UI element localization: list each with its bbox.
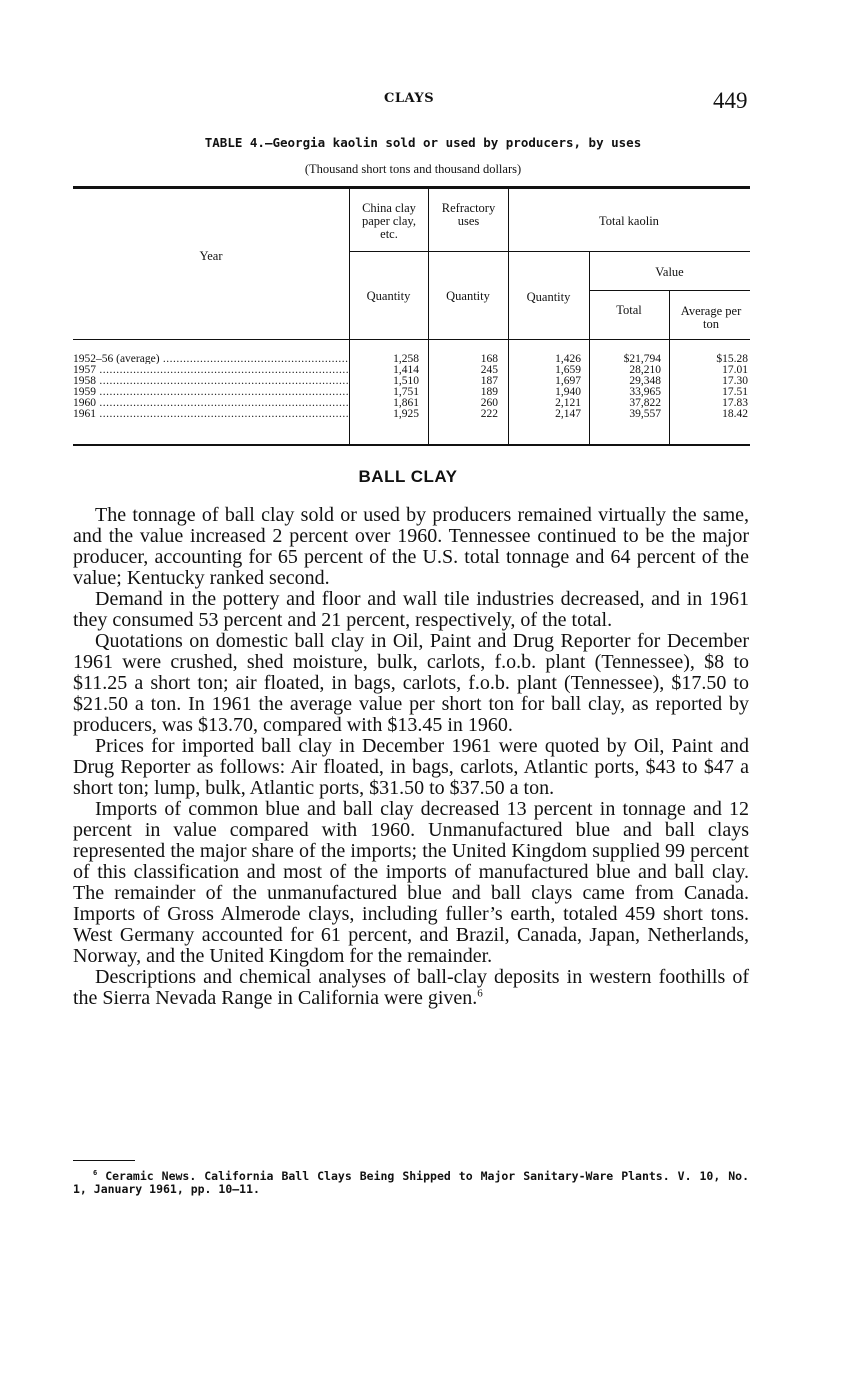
cell-average-per-ton: 17.30 bbox=[722, 375, 748, 387]
cell-china-qty: 1,925 bbox=[393, 408, 419, 420]
row-year: 1952–56 (average) ..... bbox=[73, 354, 349, 364]
header-value: Value bbox=[655, 265, 684, 279]
footnote bbox=[73, 1170, 749, 1196]
footnote-rule bbox=[73, 1160, 135, 1161]
paragraph: Demand in the pottery and floor and wall tile industries decreased, and in 1961 they consumed 53 percent and 21 percent, respectively, of the total. bbox=[73, 588, 749, 631]
header-quantity-refractory: Quantity bbox=[446, 289, 490, 303]
cell-average-per-ton: 17.83 bbox=[722, 397, 748, 409]
paragraph-text: Descriptions and chemical analyses of ball-clay deposits in western foothills of the Sierra Nevada Range in California were given. bbox=[73, 966, 749, 1009]
cell-total-qty: 1,426 bbox=[555, 353, 581, 365]
cell-refractory-qty: 187 bbox=[480, 375, 498, 387]
running-head bbox=[0, 88, 846, 112]
cell-average-per-ton: 18.42 bbox=[722, 408, 748, 420]
cell-average-per-ton: $15.28 bbox=[716, 353, 748, 365]
cell-total-qty: 2,121 bbox=[555, 397, 581, 409]
paragraph: Imports of common blue and ball clay decreased 13 percent in tonnage and 12 percent in value compared with 1960. Unmanufactured blue and ball clays represented the major share of the imports; the United Kingdom supplied 99 percent of this classification and most of the imports of manufactured blue and ball clay. The remainder of the unmanufactured blue and ball clays came from Canada. Imports of Gross Almerode clays, including fuller’s earth, totaled 459 short tons. West Germany accounted for 61 percent, and Brazil, Canada, Japan, Netherlands, Norway, and the United Kingdom for the remainder. bbox=[73, 798, 749, 967]
cell-value-total: $21,794 bbox=[623, 353, 661, 365]
cell-refractory-qty: 222 bbox=[480, 408, 498, 420]
cell-average-per-ton: 17.01 bbox=[722, 364, 748, 376]
table-top-rule bbox=[73, 186, 750, 189]
page-number: 449 bbox=[713, 88, 748, 113]
footnote-marker: 6 bbox=[93, 1169, 98, 1178]
cell-total-qty: 2,147 bbox=[555, 408, 581, 420]
header-rule-total bbox=[508, 251, 750, 252]
paragraph: Prices for imported ball clay in December 1961 were quoted by Oil, Paint and Drug Reporter as follows: Air floated, in bags, carlots, Atlantic ports, $43 to $47 a short ton; lump, bulk, Atlantic ports, $31.50 to $37.50 a ton. bbox=[73, 735, 749, 799]
footnote-paragraph bbox=[73, 1170, 749, 1196]
table-title: TABLE 4.—Georgia kaolin sold or used by producers, by uses bbox=[204, 135, 642, 150]
footnote-reference[interactable]: 6 bbox=[477, 987, 483, 1000]
cell-refractory-qty: 168 bbox=[480, 353, 498, 365]
row-year: 1959 ..... bbox=[73, 387, 349, 397]
footnote-text: Ceramic News. California Ball Clays Being Shipped to Major Sanitary-Ware Plants. V. 10, No. 1, January 1961, pp. 10–11. bbox=[73, 1169, 749, 1196]
cell-value-total: 39,557 bbox=[629, 408, 661, 420]
row-year: 1961 ..... bbox=[73, 409, 349, 419]
cell-refractory-qty: 245 bbox=[480, 364, 498, 376]
cell-value-total: 33,965 bbox=[629, 386, 661, 398]
cell-value-total: 29,348 bbox=[629, 375, 661, 387]
cell-total-qty: 1,940 bbox=[555, 386, 581, 398]
cell-china-qty: 1,861 bbox=[393, 397, 419, 409]
row-year: 1958 ..... bbox=[73, 376, 349, 386]
header-bottom-rule bbox=[73, 339, 750, 340]
body-text bbox=[73, 505, 749, 1009]
cell-total-qty: 1,659 bbox=[555, 364, 581, 376]
section-heading: BALL CLAY bbox=[358, 467, 458, 486]
running-title: CLAYS bbox=[384, 91, 435, 106]
row-year: 1957 ..... bbox=[73, 365, 349, 375]
cell-total-qty: 1,697 bbox=[555, 375, 581, 387]
cell-average-per-ton: 17.51 bbox=[722, 386, 748, 398]
paragraph: The tonnage of ball clay sold or used by producers remained virtually the same, and the value increased 2 percent over 1960. Tennessee continued to be the major producer, accounting for 65 percent of the U.S. total tonnage and 64 percent of the value; Kentucky ranked second. bbox=[73, 504, 749, 589]
table-bottom-rule bbox=[73, 444, 750, 446]
paragraph: Quotations on domestic ball clay in Oil, Paint and Drug Reporter for December 1961 were crushed, shed moisture, bulk, carlots, f.o.b. plant (Tennessee), $8 to $11.25 a short ton; air floated, in bags, carlots, f.o.b. plant (Tennessee), $17.50 to $21.50 a ton. In 1961 the average value per short ton for ball clay, as reported by producers, was $13.70, compared with $13.45 in 1960. bbox=[73, 630, 749, 736]
cell-china-qty: 1,510 bbox=[393, 375, 419, 387]
header-year: Year bbox=[199, 249, 223, 263]
header-china-clay: China clay paper clay, etc. bbox=[361, 201, 417, 241]
header-average-per-ton: Average per ton bbox=[680, 304, 742, 331]
row-year: 1960 ..... bbox=[73, 398, 349, 408]
cell-china-qty: 1,258 bbox=[393, 353, 419, 365]
cell-china-qty: 1,414 bbox=[393, 364, 419, 376]
header-value-total: Total bbox=[616, 303, 642, 317]
cell-refractory-qty: 189 bbox=[480, 386, 498, 398]
cell-value-total: 37,822 bbox=[629, 397, 661, 409]
header-quantity-total: Quantity bbox=[526, 290, 571, 304]
paragraph-last bbox=[73, 967, 749, 1009]
header-quantity-china: Quantity bbox=[366, 289, 411, 303]
header-total-kaolin: Total kaolin bbox=[599, 214, 659, 228]
cell-china-qty: 1,751 bbox=[393, 386, 419, 398]
table-units: (Thousand short tons and thousand dollars) bbox=[304, 162, 522, 176]
cell-refractory-qty: 260 bbox=[480, 397, 498, 409]
header-refractory: Refractory uses bbox=[441, 201, 496, 228]
cell-value-total: 28,210 bbox=[629, 364, 661, 376]
